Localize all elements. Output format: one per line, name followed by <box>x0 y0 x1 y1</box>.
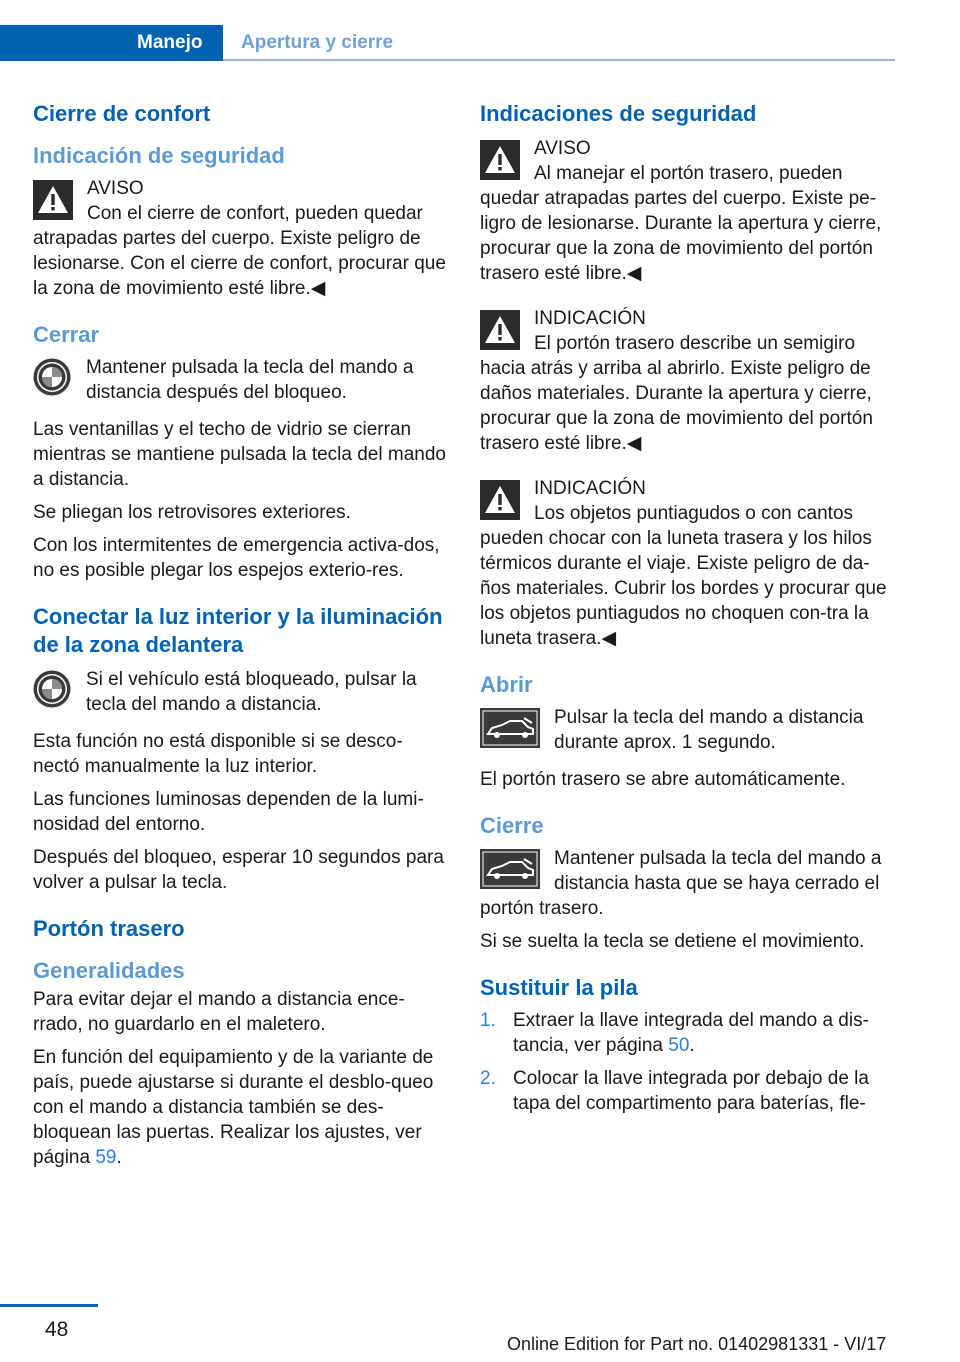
right-column <box>480 100 896 1124</box>
paragraph: Después del bloqueo, esperar 10 segundos para volver a pulsar la tecla. <box>33 847 444 893</box>
warning-block-indicacion-2 <box>480 476 896 651</box>
warning-triangle-icon <box>480 140 520 180</box>
paragraph: Si se suelta la tecla se detiene el movimiento. <box>480 931 865 952</box>
bmw-roundel-icon <box>33 358 71 396</box>
heading-cierre-confort: Cierre de confort <box>33 101 211 126</box>
cierre-icon-paragraph <box>480 846 896 921</box>
warning-text: Los objetos puntiagudos o con cantos pueden chocar con la luneta trasera y los hilos térmicos durante el viaje. Existe peligro de da‐ños materiales. Cubrir los bordes y procurar que los objetos puntiagudos no choquen con‐tra la luneta trasera.◀ <box>480 503 887 649</box>
header-tab-apertura: Apertura y cierre <box>241 32 394 53</box>
page-header <box>0 0 895 62</box>
step-end: . <box>689 1035 695 1056</box>
warning-triangle-icon <box>480 480 520 520</box>
bmw-roundel-icon <box>33 670 71 708</box>
page-link-59[interactable]: 59 <box>95 1147 117 1168</box>
heading-indicacion-seguridad: Indicación de seguridad <box>33 143 285 168</box>
paragraph: Esta función no está disponible si se desco‐nectó manualmente la luz interior. <box>33 731 403 777</box>
paragraph: El portón trasero se abre automáticamente. <box>480 769 846 790</box>
heading-cerrar: Cerrar <box>33 322 100 347</box>
step-number: 1. <box>480 1010 496 1031</box>
page-number: 48 <box>45 1318 69 1341</box>
warning-block-aviso <box>480 136 896 286</box>
warning-block-indicacion-1 <box>480 306 896 456</box>
paragraph: Las ventanillas y el techo de vidrio se cierran mientras se mantiene pulsada la tecla del mando a distancia. <box>33 419 446 490</box>
heading-sustituir-pila: Sustituir la pila <box>480 975 638 1000</box>
car-trunk-key-icon <box>480 849 540 889</box>
paragraph-text: En función del equipamiento y de la variante de país, puede ajustarse si durante el desblo‐queo con el mando a distancia también se des‐bloquean las puertas. Realizar los ajustes, ver página <box>33 1047 434 1168</box>
step-number: 2. <box>480 1068 496 1089</box>
edition-note: Online Edition for Part no. 01402981331 - VI/17 <box>507 1334 887 1354</box>
heading-cierre: Cierre <box>480 813 544 838</box>
footer-bar <box>0 1304 98 1307</box>
paragraph: Con los intermitentes de emergencia activa‐dos, no es posible plegar los espejos exterio‐res. <box>33 535 440 581</box>
heading-conectar-luz: Conectar la luz interior y la iluminación de la zona delantera <box>33 604 443 657</box>
warning-title: AVISO <box>534 138 591 159</box>
header-tab-manejo: Manejo <box>0 25 223 61</box>
warning-text: Con el cierre de confort, pueden quedar atrapadas partes del cuerpo. Existe peligro de lesionarse. Con el cierre de confort, procurar que la zona de movimiento esté libre.◀ <box>33 203 446 299</box>
page-link-50[interactable]: 50 <box>668 1035 690 1056</box>
warning-title: INDICACIÓN <box>534 478 646 499</box>
heading-abrir: Abrir <box>480 672 533 697</box>
paragraph-with-link <box>33 1045 449 1170</box>
heading-generalidades: Generalidades <box>33 958 185 983</box>
abrir-icon-text: Pulsar la tecla del mando a distancia durante aprox. 1 segundo. <box>554 707 864 753</box>
cerrar-icon-paragraph <box>33 355 449 405</box>
cerrar-icon-text: Mantener pulsada la tecla del mando a distancia después del bloqueo. <box>86 357 414 403</box>
paragraph: Las funciones luminosas dependen de la lumi‐nosidad del entorno. <box>33 789 424 835</box>
step-text: Colocar la llave integrada por debajo de la tapa del compartimento para baterías, fle‐ <box>513 1068 869 1114</box>
heading-indicaciones-seguridad: Indicaciones de seguridad <box>480 101 757 126</box>
warning-title: INDICACIÓN <box>534 308 646 329</box>
warning-triangle-icon <box>33 180 73 220</box>
paragraph: Para evitar dejar el mando a distancia ence‐rrado, no guardarlo en el maletero. <box>33 989 405 1035</box>
warning-triangle-icon <box>480 310 520 350</box>
steps-list <box>480 1008 896 1116</box>
paragraph-end: . <box>116 1147 122 1168</box>
heading-porton-trasero: Portón trasero <box>33 916 185 941</box>
list-item <box>480 1008 896 1058</box>
warning-text: Al manejar el portón trasero, pueden quedar atrapadas partes del cuerpo. Existe pe‐ligro de lesionarse. Durante la apertura y cierre, procurar que la zona de movimiento del portón trasero esté libre.◀ <box>480 163 882 284</box>
warning-block-confort <box>33 176 449 301</box>
warning-text: El portón trasero describe un semigiro hacia atrás y arriba al abrirlo. Existe peligro de daños materiales. Durante la apertura y cierre, procurar que la zona de movimiento del portón trasero esté libre.◀ <box>480 333 873 454</box>
warning-title: AVISO <box>87 178 144 199</box>
paragraph: Se pliegan los retrovisores exteriores. <box>33 502 351 523</box>
car-trunk-key-icon <box>480 708 540 748</box>
step-text: Extraer la llave integrada del mando a dis‐tancia, ver página <box>513 1010 869 1056</box>
abrir-icon-paragraph <box>480 705 896 755</box>
left-column <box>33 100 449 1178</box>
header-rule <box>223 59 895 61</box>
list-item <box>480 1066 896 1116</box>
luz-icon-text: Si el vehículo está bloqueado, pulsar la tecla del mando a distancia. <box>86 669 417 715</box>
luz-icon-paragraph <box>33 667 449 717</box>
cierre-icon-text: Mantener pulsada la tecla del mando a distancia hasta que se haya cerrado el portón trasero. <box>480 848 882 919</box>
